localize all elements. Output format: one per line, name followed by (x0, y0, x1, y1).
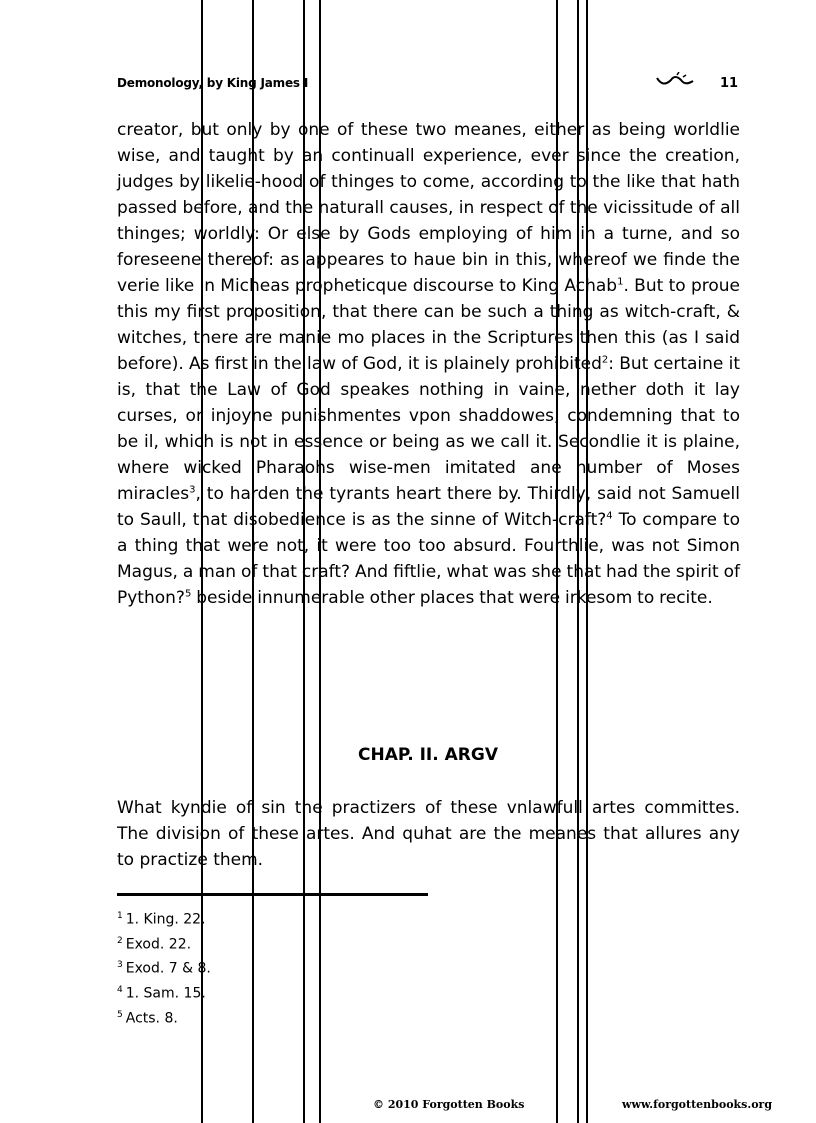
footnote-number: 5 (117, 1009, 123, 1020)
footnote-number: 2 (117, 935, 123, 946)
body-text-segment: To compare to a thing that were not, it were too too absurd. Fourthlie, was not Simon Magus, a man of that craft? And fiftlie, what was she that had the spirit of Python? (117, 510, 740, 608)
footnote (117, 931, 211, 956)
footnote (117, 906, 211, 931)
footer-copyright: © 2010 Forgotten Books (373, 1098, 525, 1111)
body-paragraph (117, 117, 740, 611)
footnote-number: 4 (117, 984, 123, 995)
flourish-icon (655, 72, 697, 90)
footnote (117, 955, 211, 980)
footnote (117, 1005, 211, 1030)
footnote (117, 980, 211, 1005)
footer-url: www.forgottenbooks.org (622, 1098, 773, 1111)
footnote-number: 1 (117, 911, 123, 921)
running-header: Demonology, by King James I (117, 76, 309, 90)
footnote-text: Exod. 7 & 8. (125, 960, 211, 977)
body-text-segment: : But certaine it is, that the Law of God speakes nothing in vaine, nether doth it lay curses, or injoyne punishmentes vpon shaddowes, condemning that to be il, which is not in essence or being as we call it. Secondlie it is plaine, where wicked Pharaohs wise-men imitated ane number of Moses miracles (117, 354, 740, 504)
footnote-ref: 5 (184, 588, 192, 600)
chapter-argument: What kyndie of sin the practizers of these vnlawfull artes committes. The division of these artes. And quhat are the meanes that allures any to practize them. (117, 798, 740, 870)
footnote-ref: 3 (189, 484, 196, 496)
footnote-ref: 4 (606, 510, 613, 522)
footnote-text: Acts. 8. (125, 1010, 178, 1027)
body-text-segment: creator, but only by one of these two meanes, either as being worldlie wise, and taught by an continuall experience, ever since the creation, judges by likelie-hood of thinges to come, according to the like that hath passed before, and the naturall causes, in respect of the vicissitude of all thinges; worldly: Or else by Gods employing of him in a turne, and so foreseene thereof: as appeares to haue bin in this, whereof we finde the verie like in Micheas propheticque discourse to King Achab (117, 120, 740, 296)
page-number: 11 (720, 76, 739, 91)
footnote-text: Exod. 22. (125, 936, 192, 953)
footnotes (117, 906, 211, 1029)
footnote-text: 1. Sam. 15. (125, 985, 206, 1002)
body-text-segment: beside innumerable other places that were irkesom to recite. (191, 588, 713, 608)
footnote-number: 3 (117, 960, 123, 971)
body-text-segment: . But to proue this my first proposition, that there can be such a thing as witch-craft, & witches, there are manie mo places in the Scriptures then this (as I said before). As first in the law of God, it is plainely prohibited (117, 276, 740, 374)
footnote-ref: 1 (617, 276, 624, 288)
footnote-text: 1. King. 22. (125, 911, 206, 928)
body-text-segment: , to harden the tyrants heart there by. Thirdly, said not Samuell to Saull, that disobedience is as the sinne of Witch-craft? (117, 484, 740, 530)
footnote-ref: 2 (601, 354, 609, 366)
footnote-divider (117, 893, 428, 896)
chapter-title: CHAP. II. ARGV (358, 745, 498, 765)
